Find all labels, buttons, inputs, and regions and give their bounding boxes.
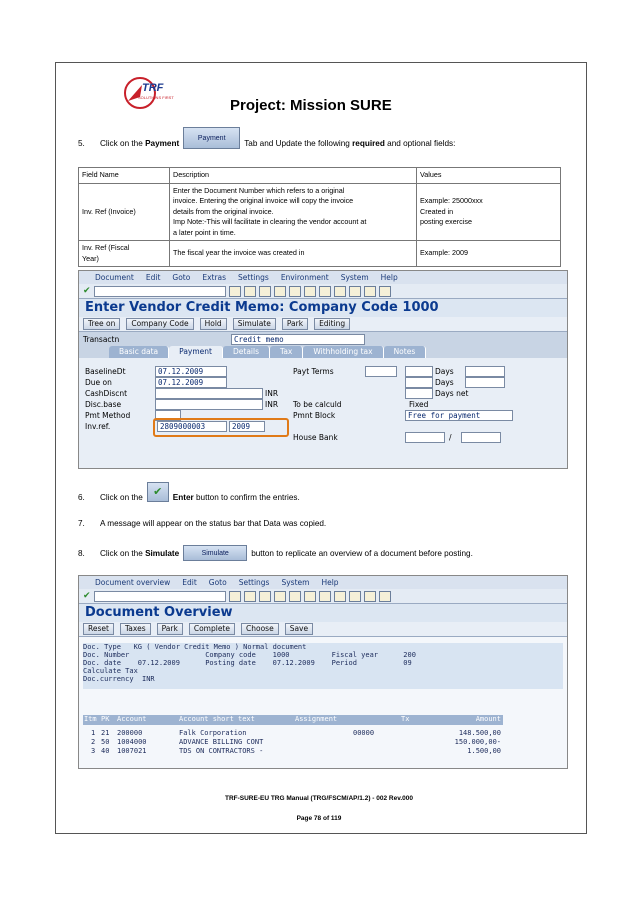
sap-menu-bar-2 (79, 576, 567, 589)
table-row[interactable]: 3 40 1007021 TDS ON CONTRACTORS - 1.500,00 (91, 747, 501, 755)
table-header-row: Field Name Description Values (79, 168, 561, 184)
table-row[interactable]: 2 50 1004000 ADVANCE BILLING CONT 150.000,00- (91, 738, 501, 746)
taxes-button[interactable]: Taxes (120, 623, 151, 635)
menu-document[interactable]: Document (95, 273, 134, 282)
enter-check-icon[interactable]: ✔ (83, 286, 91, 296)
discount-base-field[interactable] (155, 399, 263, 410)
sap-credit-memo-screenshot: Document Edit Goto Extras Settings Environment System Help ✔ Enter Vendor Credit Memo: Company Code 1000 Tree on Company Code Hold Simulate Park Editing Transactn Credit memo Basic data Payment Details Tax Withholding tax Notes BaselineDt 07.12.2009 Due on 07.12.2009 CashDiscnt INR Disc.base INR Pmt Method Inv.ref. 2809000003 2009 Payt Terms Days Days Days net To be calculd Fixed Pmnt Block Free for payment House Bank / (78, 270, 568, 469)
step-8: 8. Click on the Simulate Simulate button to replicate an overview of a document before posting. (78, 545, 473, 561)
next-page-icon[interactable] (364, 286, 376, 297)
days1-field[interactable] (465, 366, 505, 377)
table-row: Inv. Ref (Fiscal Year) The fiscal year the invoice was created in Example: 2009 (79, 241, 561, 267)
first-page-icon[interactable] (334, 286, 346, 297)
park-button[interactable]: Park (157, 623, 183, 635)
line-items-header: Itm PK Account Account short text Assignment Tx Amount (84, 715, 501, 723)
command-field[interactable] (94, 286, 226, 297)
menu-goto[interactable]: Goto (172, 273, 191, 282)
first-page-icon[interactable] (334, 591, 346, 602)
days-net-pct-field[interactable] (405, 388, 433, 399)
sap-menu-bar (79, 271, 567, 284)
company-code-button[interactable]: Company Code (126, 318, 193, 330)
menu-document-overview[interactable]: Document overview (95, 578, 171, 587)
sap-application-toolbar (79, 317, 567, 332)
enter-check-icon[interactable]: ✔ (83, 591, 91, 601)
cancel-icon[interactable] (274, 591, 286, 602)
page-title: Project: Mission SURE (230, 97, 392, 114)
menu-settings[interactable]: Settings (238, 273, 269, 282)
menu-system[interactable]: System (340, 273, 369, 282)
svg-text:TRF: TRF (142, 82, 164, 94)
table-row: Inv. Ref (Invoice) Enter the Document Number which refers to a original invoice. Entering the original invoice will copy the invoice details from the original invoice. Imp Note:-This will facilitate in clearing the vendor account at a later point in time. Example: 25000xxx Created in posting exercise (79, 183, 561, 241)
sap-application-toolbar-2 (79, 622, 567, 637)
baseline-date-field[interactable]: 07.12.2009 (155, 366, 227, 377)
simulate-button[interactable]: Simulate (233, 318, 276, 330)
fields-table (78, 167, 561, 267)
prev-page-icon[interactable] (349, 591, 361, 602)
sap-tab-strip (79, 346, 567, 358)
enter-check-icon: ✔ (147, 482, 169, 502)
house-bank-field[interactable] (405, 432, 445, 443)
document-overview-panel (79, 637, 567, 768)
next-page-icon[interactable] (364, 591, 376, 602)
find-icon[interactable] (304, 286, 316, 297)
park-button[interactable]: Park (282, 318, 308, 330)
invoice-fiscal-year-field[interactable]: 2009 (229, 421, 265, 432)
sap-document-overview-screenshot (78, 575, 568, 769)
table-row[interactable]: 1 21 200000 Falk Corporation 00000 148.500,00 (91, 729, 501, 737)
menu-settings[interactable]: Settings (238, 578, 270, 587)
cancel-icon[interactable] (274, 286, 286, 297)
complete-button[interactable]: Complete (189, 623, 235, 635)
tree-on-button[interactable]: Tree on (83, 318, 120, 330)
days2-field[interactable] (465, 377, 505, 388)
find-next-icon[interactable] (319, 591, 331, 602)
choose-button[interactable]: Choose (241, 623, 279, 635)
tab-tax[interactable]: Tax (270, 346, 303, 358)
menu-edit[interactable]: Edit (182, 578, 197, 587)
exit-icon[interactable] (259, 591, 271, 602)
menu-edit[interactable]: Edit (145, 273, 161, 282)
reset-button[interactable]: Reset (83, 623, 114, 635)
step-6: 6. Click on the ✔ Enter button to confirm the entries. (78, 493, 300, 502)
menu-environment[interactable]: Environment (280, 273, 329, 282)
tab-details[interactable]: Details (223, 346, 270, 358)
invoice-reference-field[interactable]: 2809000003 (157, 421, 227, 432)
editing-button[interactable]: Editing (314, 318, 350, 330)
step-5: 5. Click on the Payment Payment Tab and Update the following required and optional fields: (78, 137, 455, 149)
hold-button[interactable]: Hold (200, 318, 227, 330)
exit-icon[interactable] (259, 286, 271, 297)
days1-pct-field[interactable] (405, 366, 433, 377)
menu-system[interactable]: System (281, 578, 310, 587)
payment-block-select[interactable]: Free for payment (405, 410, 513, 421)
last-page-icon[interactable] (379, 591, 391, 602)
due-on-field[interactable]: 07.12.2009 (155, 377, 227, 388)
payment-tab-panel: BaselineDt 07.12.2009 Due on 07.12.2009 CashDiscnt INR Disc.base INR Pmt Method Inv.ref. 2809000003 2009 Payt Terms Days Days Days net To be calculd Fixed Pmnt Block Free for payment House Bank / (79, 358, 567, 468)
tab-withholding-tax[interactable]: Withholding tax (303, 346, 383, 358)
sap-standard-toolbar (79, 284, 567, 299)
back-icon[interactable] (244, 591, 256, 602)
svg-text:SOLUTIONS FIRST: SOLUTIONS FIRST (138, 95, 174, 100)
menu-help[interactable]: Help (380, 273, 398, 282)
step-7: 7. A message will appear on the status bar that Data was copied. (78, 519, 327, 528)
save-icon[interactable] (229, 286, 241, 297)
simulate-button-image: Simulate (183, 545, 247, 561)
tab-notes[interactable]: Notes (384, 346, 427, 358)
menu-help[interactable]: Help (321, 578, 339, 587)
footer-page-number: Page 78 of 119 (296, 815, 342, 822)
days2-pct-field[interactable] (405, 377, 433, 388)
document-header-block: Doc. Type KG ( Vendor Credit Memo ) Normal document Doc. Number Company code 1000 Fiscal year 200 Doc. date 07.12.2009 Posting date 07.12.2009 Period 09 Calculate Tax Doc.currency INR (83, 643, 563, 689)
payment-tab-image: Payment (183, 127, 240, 149)
sap-screen-title-2: Document Overview (79, 604, 567, 622)
prev-page-icon[interactable] (349, 286, 361, 297)
save-button[interactable]: Save (285, 623, 313, 635)
footer-manual-ref: TRF-SURE-EU TRG Manual (TRG/FSCM/AP/1.2) - 002 Rev.000 (224, 795, 414, 802)
sap-screen-title: Enter Vendor Credit Memo: Company Code 1000 (79, 299, 567, 317)
print-icon[interactable] (289, 286, 301, 297)
menu-goto[interactable]: Goto (208, 578, 227, 587)
transaction-select[interactable]: Credit memo (231, 334, 365, 345)
menu-extras[interactable]: Extras (202, 273, 227, 282)
command-field[interactable] (94, 591, 226, 602)
find-icon[interactable] (304, 591, 316, 602)
tab-payment[interactable]: Payment (169, 346, 223, 358)
trf-logo (120, 75, 174, 111)
sap-standard-toolbar-2 (79, 589, 567, 604)
tab-basic-data[interactable]: Basic data (109, 346, 169, 358)
save-icon[interactable] (229, 591, 241, 602)
print-icon[interactable] (289, 591, 301, 602)
account-id-field[interactable] (461, 432, 501, 443)
find-next-icon[interactable] (319, 286, 331, 297)
payment-terms-field[interactable] (365, 366, 397, 377)
cash-discount-field[interactable] (155, 388, 263, 399)
back-icon[interactable] (244, 286, 256, 297)
last-page-icon[interactable] (379, 286, 391, 297)
